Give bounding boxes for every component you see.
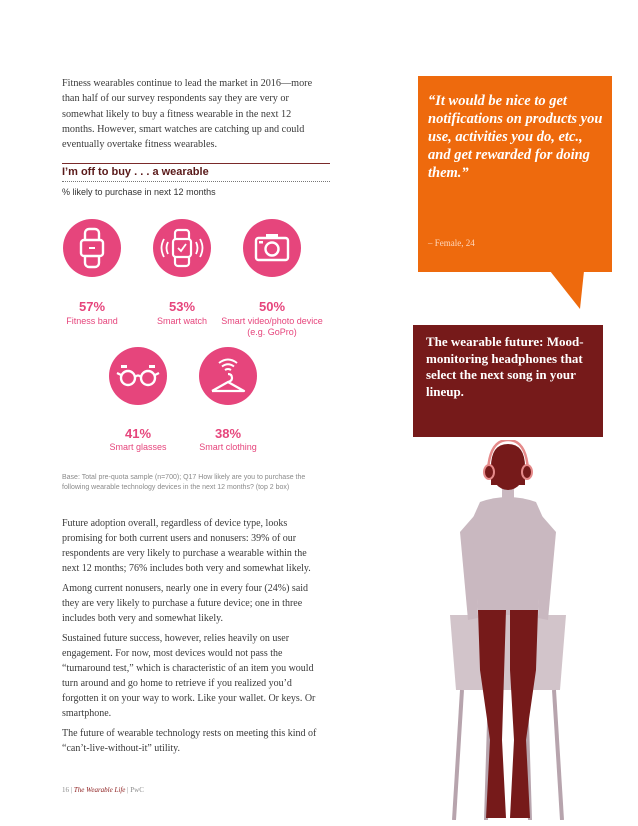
body-paragraph-2: Among current nonusers, nearly one in every four (24%) said they are very likely to purchase a future device; one in three includes both very and somewhat likely. [62,583,309,624]
quote-attribution: – Female, 24 [428,238,475,248]
section-title: I’m off to buy . . . a wearable [62,166,209,178]
footer-title: The Wearable Life [73,786,126,794]
camera-icon [243,219,301,277]
stat-pct-smart-watch: 53% [168,299,196,314]
footer-brand: | PwC [127,786,144,794]
body-paragraph-1: Future adoption overall, regardless of device type, looks promising for both current users and nonusers: 39% of our respondents are very likely to purchase a wearable within the next 12 months; 76% includes both very and somewhat likely. [62,518,311,574]
stat-label-smart-clothing: Smart clothing [199,442,257,452]
quote-text: “It would be nice to get notifications on products you use, activities you do, etc., and get rewarded for doing them.” [428,93,603,181]
body-paragraph-4: The future of wearable technology rests on meeting this kind of “can’t-live-without-it” utility. [62,728,317,754]
page-footer [62,786,144,794]
woman-with-headphones-illustration [440,440,576,820]
stat-pct-smart-glasses: 41% [124,426,152,441]
body-paragraph-3: Sustained future success, however, relies heavily on user engagement. For now, most devices would not pass the “turnaround test,” which is characteristic of an item you would turn around and go home to retrieve if you realized you’d forgotten it on your way to work. Like your wallet. Or keys. Or smartphone. [62,633,316,719]
stat-label-camera: Smart video/photo device (e.g. GoPro) [221,316,323,337]
section-dotted-rule [62,181,330,182]
wearable-future-text: The wearable future: Mood-monitoring headphones that select the next song in your lineup. [426,334,584,399]
quote-bubble-tail [550,271,586,311]
footer-page-number: 16 | [62,786,73,794]
section-subtitle: % likely to purchase in next 12 months [62,187,216,197]
smart-watch-icon [153,219,211,277]
base-note: Base: Total pre-quota sample (n=700); Q17 How likely are you to purchase the following wearable technology devices in the next 12 months? (top 2 box) [62,474,306,491]
stat-label-smart-watch: Smart watch [156,316,207,326]
stat-pct-smart-clothing: 38% [214,426,242,441]
fitness-band-icon [63,219,121,277]
stat-pct-fitness-band: 57% [78,299,106,314]
smart-glasses-icon [109,347,167,405]
stat-pct-camera: 50% [258,299,286,314]
intro-paragraph: Fitness wearables continue to lead the market in 2016—more than half of our survey respondents say they are very or somewhat likely to buy a fitness wearable in the next 12 months. However, smart watches are catching up and could eventually overtake fitness wearables. [62,78,313,151]
stat-label-smart-glasses: Smart glasses [109,442,167,452]
stat-label-fitness-band: Fitness band [66,316,118,326]
section-rule [62,163,330,164]
body-text [62,516,324,761]
smart-clothing-icon [199,347,257,405]
